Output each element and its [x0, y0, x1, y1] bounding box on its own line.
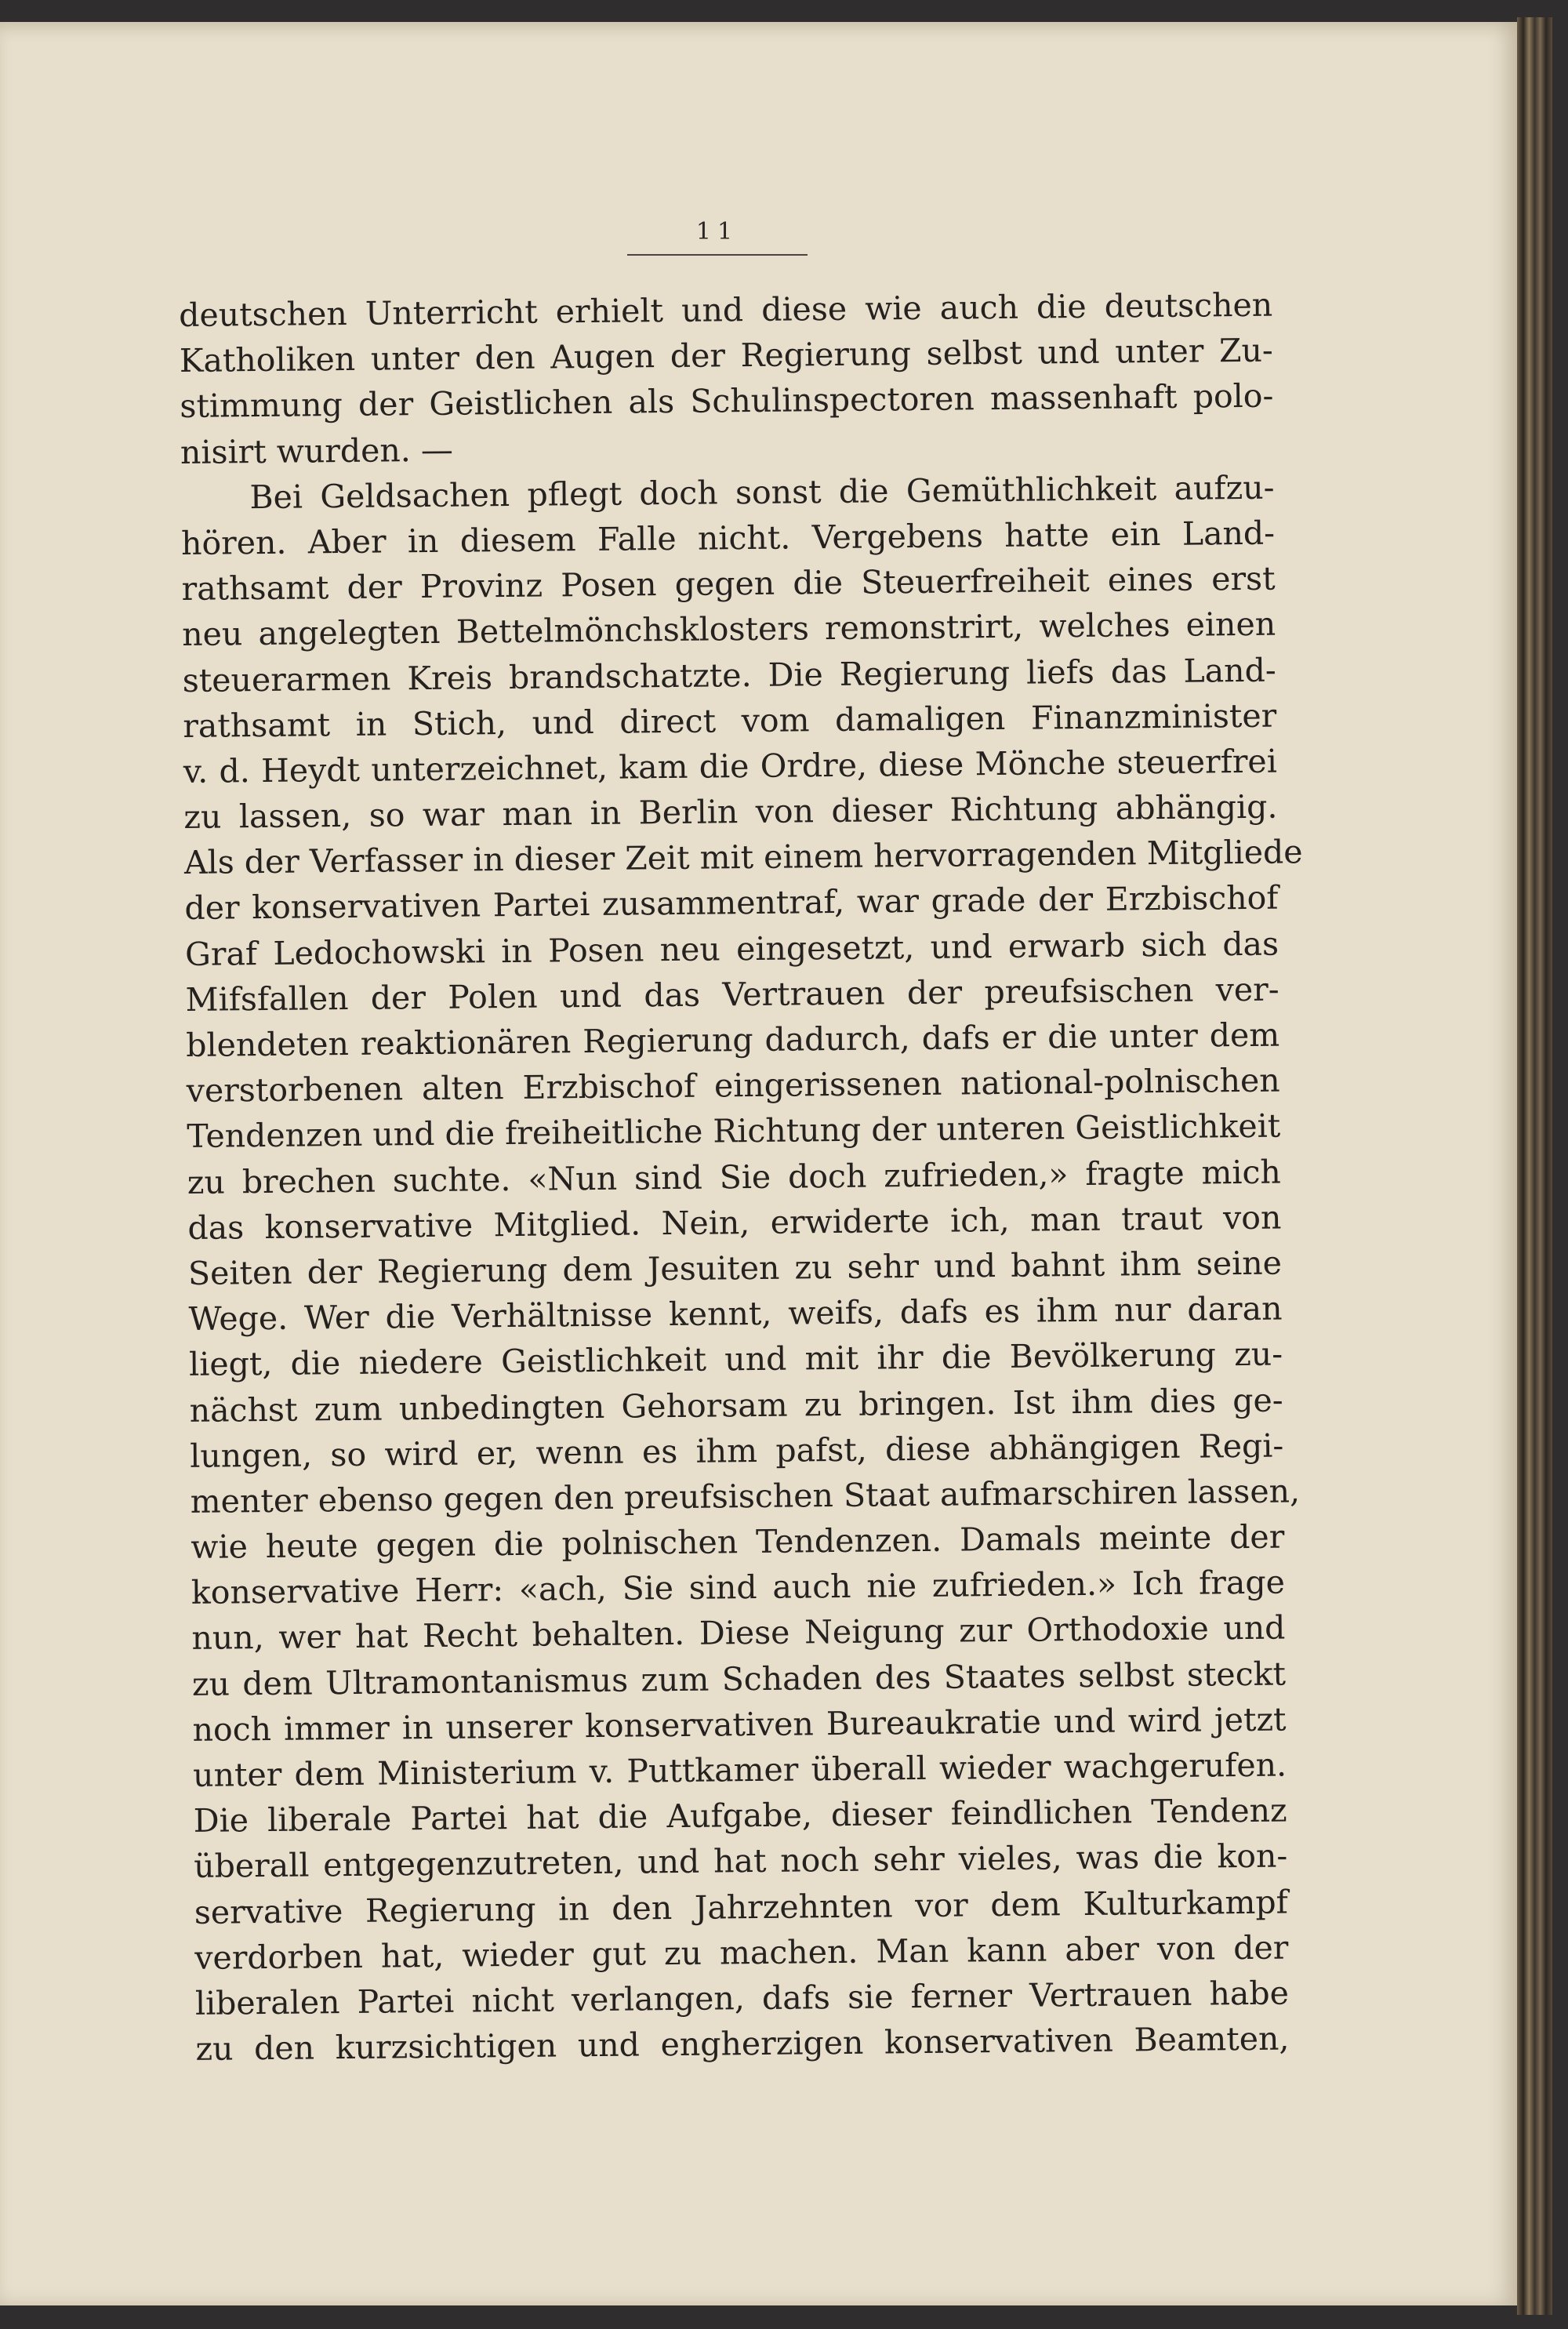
text-line: menter ebenso gegen den preufsischen Staat aufmarschiren lassen, — [190, 1472, 1301, 1521]
text-line: zu den kurzsichtigen und engherzigen konservativen Beamten, — [195, 2019, 1290, 2069]
text-line: deutschen Unterricht erhielt und diese wie auch die deutschen — [179, 285, 1273, 334]
text-line: Katholiken unter den Augen der Regierung selbst und unter Zu- — [179, 331, 1274, 380]
text-line: noch immer in unserer konservativen Bureaukratie und wird jetzt — [192, 1700, 1287, 1749]
text-line: Seiten der Regierung dem Jesuiten zu sehr und bahnt ihm seine — [187, 1244, 1283, 1292]
text-line: Graf Ledochowski in Posen neu eingesetzt, und erwarb sich das — [184, 925, 1279, 973]
text-line: Als der Verfasser in dieser Zeit mit einem hervorragenden Mitgliede — [183, 833, 1303, 882]
text-line: überall entgegenzutreten, und hat noch sehr vieles, was die kon- — [194, 1837, 1288, 1886]
text-line: Tendenzen und die freiheitliche Richtung der unteren Geistlichkeit — [187, 1106, 1281, 1156]
text-line: v. d. Heydt unterzeichnet, kam die Ordre, diese Mönche steuerfrei — [183, 742, 1278, 790]
text-line: Die liberale Partei hat die Aufgabe, dieser feindlichen Tendenz — [193, 1791, 1287, 1840]
text-line: neu angelegten Bettelmönchsklosters remonstrirt, welches einen — [181, 605, 1276, 654]
text-line: der konservativen Partei zusammentraf, war grade der Erzbischof — [184, 879, 1279, 928]
text-line: Mifsfallen der Polen und das Vertrauen der preufsischen ver- — [185, 970, 1279, 1019]
text-line: hören. Aber in diesem Falle nicht. Vergebens hatte ein Land- — [180, 514, 1276, 562]
text-line: zu lassen, so war man in Berlin von dieser Richtung abhängig. — [183, 787, 1278, 837]
text-line: nächst zum unbedingten Gehorsam zu bringen. Ist ihm dies ge- — [189, 1381, 1283, 1430]
header-rule — [627, 254, 808, 256]
text-line: wie heute gegen die polnischen Tendenzen. Damals meinte der — [191, 1517, 1285, 1566]
text-line: zu brechen suchte. «Nun sind Sie doch zufrieden,» fragte mich — [187, 1153, 1282, 1201]
text-line: stimmung der Geistlichen als Schulinspectoren massenhaft polo- — [180, 376, 1274, 426]
text-line: steuerarmen Kreis brandschatzte. Die Regierung liefs das Land- — [182, 651, 1276, 699]
text-line: verdorben hat, wieder gut zu machen. Man kann aber von der — [194, 1928, 1289, 1977]
body-text — [179, 282, 1303, 2073]
page-number: 11 — [695, 218, 739, 245]
paper-page — [0, 22, 1517, 2305]
text-line: servative Regierung in den Jahrzehnten vor dem Kulturkampf — [194, 1883, 1288, 1931]
text-line: liegt, die niedere Geistlichkeit und mit ihr die Bevölkerung zu- — [188, 1335, 1283, 1384]
text-line: Bei Geldsachen pflegt doch sonst die Gemüthlichkeit aufzu- — [249, 468, 1275, 516]
book-page-edge — [1517, 17, 1552, 2315]
text-line: zu dem Ultramontanismus zum Schaden des Staates selbst steckt — [191, 1655, 1287, 1703]
text-line: liberalen Partei nicht verlangen, dafs sie ferner Vertrauen habe — [194, 1974, 1290, 2022]
text-line: das konservative Mitglied. Nein, erwiderte ich, man traut von — [187, 1198, 1282, 1247]
text-line: nisirt wurden. — — [180, 431, 454, 471]
text-line: Wege. Wer die Verhältnisse kennt, weifs, dafs es ihm nur daran — [188, 1289, 1283, 1339]
text-line: rathsamt der Provinz Posen gegen die Steuerfreiheit eines erst — [181, 559, 1276, 609]
text-line: verstorbenen alten Erzbischof eingerissenen national-polnischen — [186, 1061, 1280, 1110]
text-line: unter dem Ministerium v. Puttkamer überall wieder wachgerufen. — [192, 1746, 1287, 1794]
text-line: lungen, so wird er, wenn es ihm pafst, diese abhängigen Regi- — [190, 1426, 1284, 1475]
text-line: nun, wer hat Recht behalten. Diese Neigung zur Orthodoxie und — [191, 1608, 1286, 1658]
text-line: konservative Herr: «ach, Sie sind auch nie zufrieden.» Ich frage — [191, 1563, 1286, 1612]
text-line: rathsamt in Stich, und direct vom damaligen Finanzminister — [183, 696, 1277, 745]
text-line: blendeten reaktionären Regierung dadurch, dafs er die unter dem — [185, 1016, 1280, 1064]
